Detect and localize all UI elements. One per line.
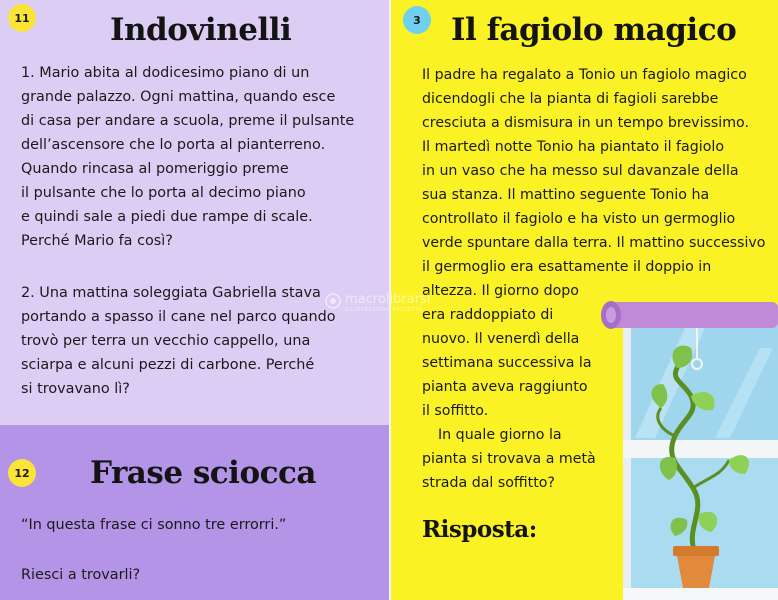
story-line: era raddoppiato di [422,307,554,323]
riddle-1-line: e quindi sale a piedi due rampe di scale. [21,209,313,225]
riddle-2-line: si trovavano lì? [21,381,130,397]
pot-rim [673,546,719,556]
story-line: verde spuntare dalla terra. Il mattino successivo [422,235,766,251]
window-beanstalk-illustration [595,288,778,600]
story-line: altezza. Il giorno dopo [422,283,579,299]
silly-sentence-card [0,425,389,600]
story-line: in un vaso che ha messo sul davanzale della [422,163,739,179]
question-line: In quale giorno la [438,427,562,443]
page-number-badge-3 [403,6,431,34]
silly-sentence-title: Frase sciocca [90,455,316,491]
riddle-1-line: 1. Mario abita al dodicesimo piano di un [21,65,310,81]
silly-sentence-prompt: Riesci a trovarli? [21,567,141,583]
riddle-1 [21,61,354,253]
riddles-title: Indovinelli [110,12,292,48]
question-line: strada dal soffitto? [422,475,555,491]
riddle-1-line: di casa per andare a scuola, preme il pulsante [21,113,355,129]
page-number-badge-12 [8,459,36,487]
page-number-3: 3 [413,13,421,27]
story-line: dicendogli che la pianta di fagioli sarebbe [422,91,719,107]
flower-pot-icon [677,556,715,588]
riddle-2-line: 2. Una mattina soleggiata Gabriella stava [21,285,321,301]
watermark-sub: ILLUSTRAZIONE PROTETTA [345,307,423,313]
story-line: settimana successiva la [422,355,592,371]
question-line: pianta si trovava a metà [422,451,596,467]
watermark-text [345,288,430,313]
story-line: Il padre ha regalato a Tonio un fagiolo magico [422,67,747,83]
story-line: controllato il fagiolo e ha visto un germoglio [422,211,736,227]
window-sill [623,588,778,600]
story-line: sua stanza. Il mattino seguente Tonio ha [422,187,710,203]
silly-sentence-quote: “In questa frase ci sonno tre errorri.” [21,517,287,533]
story-line: il soffitto. [422,403,489,419]
riddle-2-line: sciarpa e alcuni pezzi di carbone. Perché [21,357,315,373]
story-line: il germoglio era esattamente il doppio in [422,259,712,275]
story-line: cresciuta a dismisura in un tempo brevissimo. [422,115,749,131]
riddle-2-line: portando a spasso il cane nel parco quando [21,309,336,325]
riddle-1-line: il pulsante che lo porta al decimo piano [21,185,306,201]
page-number-badge-11 [8,4,36,32]
riddle-1-line: dell’ascensore che lo porta al pianterreno. [21,137,326,153]
watermark [325,288,430,313]
riddle-1-line: Quando rincasa al pomeriggio preme [21,161,289,177]
story-line: nuovo. Il venerdì della [422,331,580,347]
riddle-2-line: trovò per terra un vecchio cappello, una [21,333,311,349]
magic-bean-card [391,0,778,600]
roller-blind [609,302,778,328]
page-number-11: 11 [14,11,30,25]
watermark-logo-icon [325,293,341,309]
riddle-2 [21,281,336,401]
roller-blind-end-cap [606,307,616,323]
riddle-1-line: grande palazzo. Ogni mattina, quando esce [21,89,336,105]
magic-bean-title: Il fagiolo magico [451,12,737,48]
story-line: pianta aveva raggiunto [422,379,588,395]
answer-label: Risposta: [422,516,537,543]
window-sash [623,440,778,458]
page-number-12: 12 [14,466,30,480]
watermark-brand: macrolibrarsi [345,292,431,307]
riddle-1-line: Perché Mario fa così? [21,233,173,249]
story-line: Il martedì notte Tonio ha piantato il fagiolo [422,139,724,155]
